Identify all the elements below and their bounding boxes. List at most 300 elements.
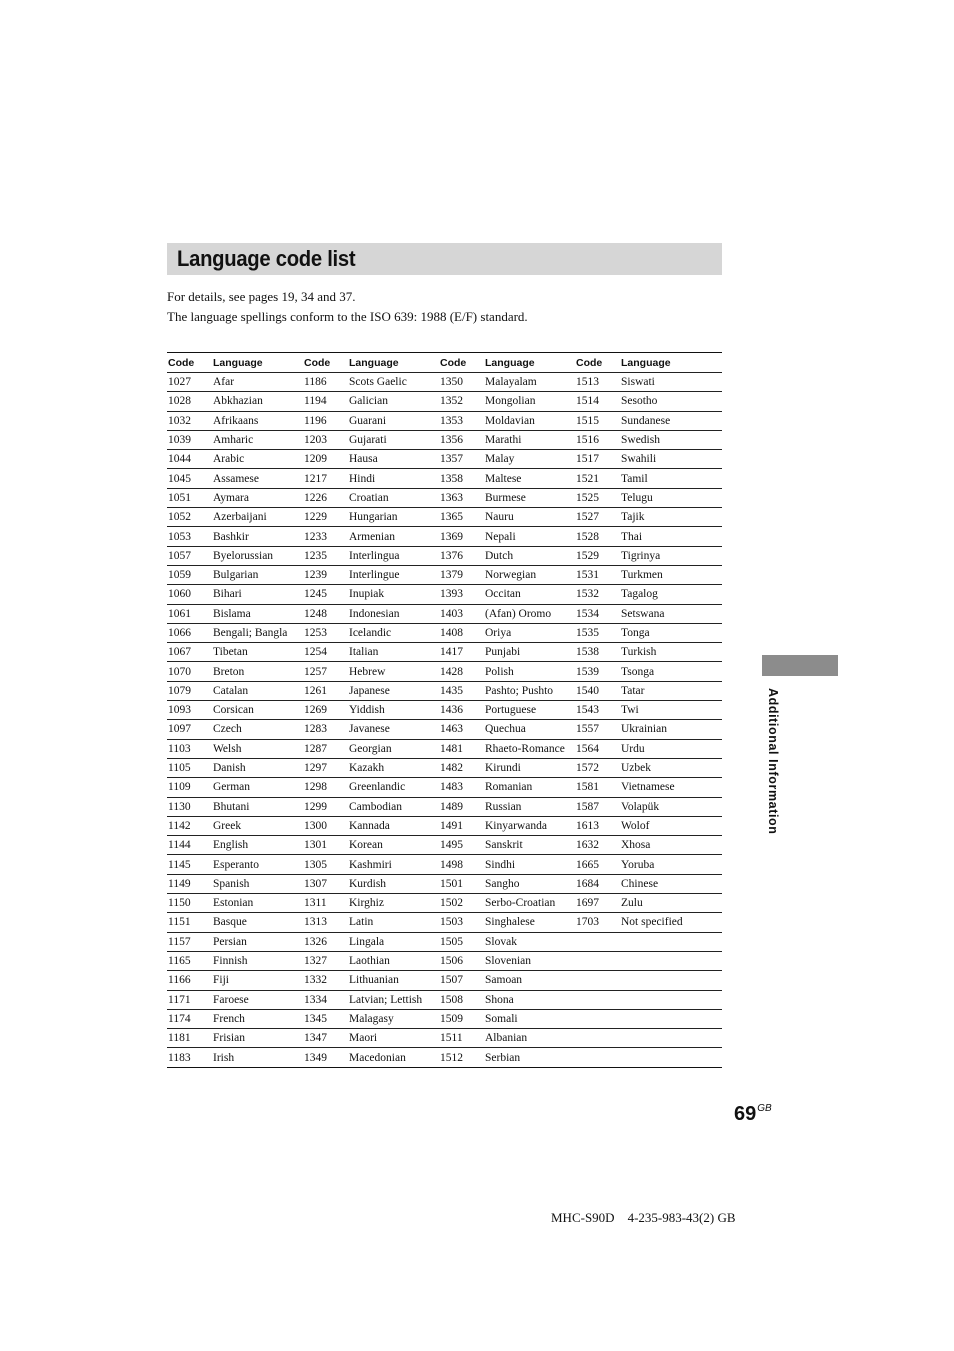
language-cell: Bihari (213, 588, 242, 601)
code-cell: 1506 (440, 955, 463, 968)
language-cell: Nepali (485, 530, 516, 543)
code-cell: 1365 (440, 511, 463, 524)
language-cell: Breton (213, 665, 245, 678)
language-cell (620, 990, 722, 1009)
code-cell: 1665 (576, 858, 599, 871)
language-cell: Somali (485, 1012, 518, 1025)
language-cell: Azerbaijani (213, 511, 267, 524)
language-cell: Faroese (213, 993, 249, 1006)
language-cell: Xhosa (621, 839, 651, 852)
language-cell: Kirghiz (349, 897, 384, 910)
language-cell: Georgian (349, 742, 392, 755)
code-cell: 1503 (440, 916, 463, 929)
language-cell: Bashkir (213, 530, 249, 543)
language-cell: Tagalog (621, 588, 658, 601)
language-cell (620, 971, 722, 990)
language-cell: Afrikaans (213, 414, 259, 427)
code-cell: 1165 (168, 955, 191, 968)
language-cell: Croatian (349, 491, 389, 504)
code-cell: 1507 (440, 974, 463, 987)
code-cell: 1174 (168, 1012, 191, 1025)
code-cell: 1376 (440, 549, 463, 562)
table-row (167, 874, 722, 893)
language-cell: Maltese (485, 472, 522, 485)
language-cell: Finnish (213, 955, 248, 968)
language-cell: Telugu (621, 491, 653, 504)
language-cell: Slovak (485, 935, 517, 948)
language-cell: Bulgarian (213, 569, 259, 582)
language-cell: Turkish (621, 646, 657, 659)
language-cell: Bhutani (213, 800, 250, 813)
language-cell: Polish (485, 665, 514, 678)
language-cell: Abkhazian (213, 395, 263, 408)
language-cell: Irish (213, 1051, 235, 1064)
code-cell: 1059 (168, 569, 191, 582)
language-cell (620, 1048, 722, 1067)
code-cell: 1166 (168, 974, 191, 987)
code-cell: 1345 (304, 1012, 327, 1025)
language-cell: Malay (485, 453, 515, 466)
table-body (167, 373, 722, 1068)
language-cell: Hebrew (349, 665, 386, 678)
code-cell: 1028 (168, 395, 191, 408)
code-cell: 1531 (576, 569, 599, 582)
code-cell: 1269 (304, 704, 327, 717)
language-cell: Greenlandic (349, 781, 406, 794)
language-cell: Pashto; Pushto (485, 684, 554, 697)
code-cell (575, 1029, 620, 1048)
language-cell: Oriya (485, 627, 512, 639)
code-cell: 1326 (304, 935, 327, 948)
language-cell: Greek (213, 819, 242, 832)
code-cell: 1051 (168, 491, 191, 504)
code-cell: 1044 (168, 453, 191, 466)
language-cell: Sangho (485, 877, 520, 890)
language-cell: Mongolian (485, 395, 536, 408)
code-cell: 1538 (576, 646, 599, 659)
language-cell: Twi (621, 704, 639, 717)
code-cell: 1587 (576, 800, 599, 813)
code-cell: 1067 (168, 646, 191, 659)
language-cell: Punjabi (485, 646, 521, 659)
language-cell: Dutch (485, 549, 514, 562)
language-cell: Ukrainian (621, 723, 667, 736)
language-cell: Inupiak (349, 588, 385, 601)
code-cell: 1245 (304, 588, 327, 601)
language-cell: Latin (349, 916, 374, 929)
language-cell: Thai (621, 530, 643, 543)
section-tab (762, 655, 838, 676)
code-cell: 1350 (440, 376, 463, 389)
code-cell: 1632 (576, 839, 599, 852)
table-row (167, 1048, 722, 1067)
column-header-code: Code (440, 356, 467, 369)
language-cell (620, 1029, 722, 1048)
language-cell: Yoruba (621, 858, 655, 871)
language-cell: Hausa (349, 453, 378, 466)
language-cell: Korean (349, 839, 383, 852)
language-cell: Persian (213, 935, 247, 948)
language-cell: Aymara (213, 491, 249, 504)
code-cell: 1327 (304, 955, 327, 968)
language-cell: English (213, 839, 249, 852)
code-cell: 1349 (304, 1051, 327, 1064)
language-cell: Kannada (349, 819, 390, 832)
code-cell (575, 971, 620, 990)
language-cell: Vietnamese (621, 781, 675, 794)
code-cell: 1501 (440, 877, 463, 890)
footer-model-code: MHC-S90D 4-235-983-43(2) GB (551, 1210, 736, 1225)
code-cell: 1508 (440, 993, 463, 1006)
column-header-language: Language (349, 356, 399, 369)
code-cell: 1332 (304, 974, 327, 987)
table-row (167, 392, 722, 411)
code-cell: 1299 (304, 800, 327, 813)
code-cell: 1066 (168, 627, 191, 639)
code-cell: 1105 (168, 762, 191, 775)
language-cell: Tajik (621, 511, 645, 524)
code-cell: 1521 (576, 472, 599, 485)
language-cell: Spanish (213, 877, 250, 890)
code-cell: 1334 (304, 993, 327, 1006)
code-cell: 1097 (168, 723, 191, 736)
code-cell: 1581 (576, 781, 599, 794)
page-number-suffix: GB (757, 1103, 772, 1114)
code-cell: 1039 (168, 434, 191, 447)
language-cell: Shona (485, 993, 514, 1006)
code-cell: 1171 (168, 993, 191, 1006)
language-cell: Zulu (621, 897, 643, 910)
language-cell: German (213, 781, 251, 794)
section-label-text: Additional Information (766, 688, 780, 835)
language-cell: Chinese (621, 877, 659, 890)
language-cell: Yiddish (349, 704, 385, 717)
column-header-language: Language (213, 356, 263, 369)
language-cell: Setswana (621, 607, 665, 620)
language-cell: Tsonga (621, 665, 655, 678)
language-cell: Afar (213, 376, 235, 389)
code-cell: 1379 (440, 569, 463, 582)
table-row (167, 411, 722, 430)
code-cell: 1528 (576, 530, 599, 543)
code-cell: 1489 (440, 800, 463, 813)
table-row (167, 469, 722, 488)
language-cell: Indonesian (349, 607, 400, 620)
code-cell: 1045 (168, 472, 191, 485)
code-cell: 1186 (304, 376, 327, 389)
code-cell: 1145 (168, 858, 191, 871)
language-cell: Czech (213, 723, 242, 736)
table-row (167, 932, 722, 951)
code-cell: 1307 (304, 877, 327, 890)
language-cell: Sindhi (485, 858, 516, 871)
code-cell (575, 1009, 620, 1028)
code-cell: 1358 (440, 472, 463, 485)
column-header-code: Code (576, 356, 603, 369)
language-cell: Lingala (349, 935, 385, 948)
code-cell: 1517 (576, 453, 599, 466)
code-cell: 1257 (304, 665, 327, 678)
code-cell: 1491 (440, 819, 463, 832)
language-cell: Hindi (349, 472, 376, 485)
table-row (167, 604, 722, 623)
language-cell: Sundanese (621, 414, 671, 427)
code-cell: 1482 (440, 762, 463, 775)
language-cell: Cambodian (349, 800, 403, 813)
language-cell: Marathi (485, 434, 522, 447)
language-cell: Wolof (621, 819, 650, 832)
code-cell: 1529 (576, 549, 599, 562)
code-cell: 1181 (168, 1032, 191, 1045)
table-row (167, 778, 722, 797)
table-row (167, 971, 722, 990)
table-row (167, 450, 722, 469)
column-header-language: Language (621, 356, 671, 369)
code-cell: 1514 (576, 395, 599, 408)
code-cell: 1196 (304, 414, 327, 427)
language-cell: Frisian (213, 1032, 245, 1045)
language-cell: Swedish (621, 434, 660, 447)
code-cell: 1509 (440, 1012, 463, 1025)
language-cell: Arabic (213, 453, 245, 466)
language-cell: Fiji (213, 974, 229, 987)
language-cell: Icelandic (349, 627, 392, 639)
code-cell: 1357 (440, 453, 463, 466)
code-cell: 1511 (440, 1032, 463, 1045)
language-cell: Kinyarwanda (485, 819, 547, 832)
language-cell: Basque (213, 916, 247, 929)
code-cell: 1684 (576, 877, 599, 890)
code-cell: 1144 (168, 839, 191, 852)
header-row (167, 353, 722, 373)
code-cell: 1513 (576, 376, 599, 389)
language-cell: Moldavian (485, 414, 535, 427)
language-cell: Slovenian (485, 955, 531, 968)
intro-text (167, 287, 528, 327)
code-cell: 1428 (440, 665, 463, 678)
code-cell: 1435 (440, 684, 463, 697)
language-cell: Romanian (485, 781, 533, 794)
code-cell: 1408 (440, 627, 463, 639)
code-cell: 1403 (440, 607, 463, 620)
language-cell: Bengali; Bangla (213, 627, 288, 639)
code-cell: 1079 (168, 684, 191, 697)
code-cell: 1369 (440, 530, 463, 543)
table-row (167, 585, 722, 604)
code-cell: 1053 (168, 530, 191, 543)
table-row (167, 1029, 722, 1048)
language-cell: Interlingua (349, 549, 400, 562)
table-row (167, 855, 722, 874)
code-cell: 1229 (304, 511, 327, 524)
language-cell (620, 932, 722, 951)
code-cell: 1543 (576, 704, 599, 717)
section-label (766, 688, 784, 868)
code-cell: 1353 (440, 414, 463, 427)
language-cell: Assamese (213, 472, 259, 485)
table-row (167, 894, 722, 913)
language-cell: Sesotho (621, 395, 658, 408)
code-cell: 1253 (304, 627, 327, 639)
code-cell: 1417 (440, 646, 463, 659)
language-cell: Singhalese (485, 916, 535, 929)
code-cell: 1052 (168, 511, 191, 524)
column-header-code: Code (168, 356, 195, 369)
column-header-code: Code (304, 356, 331, 369)
language-cell: Portuguese (485, 704, 537, 717)
language-cell: Volapük (621, 800, 660, 813)
language-cell: Interlingue (349, 569, 400, 582)
language-cell: Siswati (621, 376, 655, 389)
code-cell: 1572 (576, 762, 599, 775)
code-cell: 1539 (576, 665, 599, 678)
table-row (167, 527, 722, 546)
code-cell: 1564 (576, 742, 599, 755)
language-cell (620, 951, 722, 970)
code-cell: 1057 (168, 549, 191, 562)
intro-line-1: For details, see pages 19, 34 and 37. (167, 289, 356, 304)
page-number-value: 69 (734, 1103, 757, 1125)
code-cell: 1261 (304, 684, 327, 697)
code-cell: 1557 (576, 723, 599, 736)
code-cell: 1254 (304, 646, 327, 659)
code-cell: 1483 (440, 781, 463, 794)
code-cell: 1703 (576, 916, 599, 929)
code-cell: 1527 (576, 511, 599, 524)
language-cell: Kazakh (349, 762, 385, 775)
language-cell: Welsh (213, 742, 242, 755)
code-cell: 1103 (168, 742, 191, 755)
code-cell: 1356 (440, 434, 463, 447)
code-cell: 1209 (304, 453, 327, 466)
table-row (167, 701, 722, 720)
code-cell: 1283 (304, 723, 327, 736)
code-cell (575, 932, 620, 951)
table-row (167, 739, 722, 758)
table-row (167, 836, 722, 855)
code-cell: 1535 (576, 627, 599, 639)
code-cell: 1498 (440, 858, 463, 871)
language-cell: Kirundi (485, 762, 521, 775)
language-cell: Samoan (485, 974, 523, 987)
language-cell: Tibetan (213, 646, 248, 659)
language-cell: Uzbek (621, 762, 652, 775)
table-row (167, 990, 722, 1009)
language-cell: French (213, 1012, 245, 1025)
language-cell: Serbo-Croatian (485, 897, 556, 910)
language-cell: Malayalam (485, 376, 537, 389)
code-cell (575, 990, 620, 1009)
table-row (167, 913, 722, 932)
code-cell: 1300 (304, 819, 327, 832)
code-cell: 1061 (168, 607, 191, 620)
code-cell: 1502 (440, 897, 463, 910)
language-cell: Quechua (485, 723, 526, 736)
code-cell (575, 951, 620, 970)
code-cell: 1481 (440, 742, 463, 755)
table-row (167, 488, 722, 507)
code-cell: 1151 (168, 916, 191, 929)
table-header (167, 353, 722, 373)
table-row (167, 430, 722, 449)
table-row (167, 643, 722, 662)
language-cell: Sanskrit (485, 839, 523, 852)
language-cell: Galician (349, 395, 388, 408)
language-cell: Byelorussian (213, 549, 274, 562)
code-cell: 1203 (304, 434, 327, 447)
code-cell: 1149 (168, 877, 191, 890)
table-row (167, 508, 722, 527)
table-row (167, 951, 722, 970)
table-row (167, 816, 722, 835)
language-cell: Malagasy (349, 1012, 394, 1025)
code-cell: 1142 (168, 819, 191, 832)
language-cell: Tigrinya (621, 549, 661, 562)
code-cell: 1525 (576, 491, 599, 504)
title-bar (167, 243, 722, 275)
language-cell: Russian (485, 800, 522, 813)
language-cell: Occitan (485, 588, 521, 601)
language-cell: Japanese (349, 684, 390, 697)
language-cell: Scots Gaelic (349, 376, 407, 389)
code-cell: 1235 (304, 549, 327, 562)
language-cell: Latvian; Lettish (349, 993, 423, 1006)
code-cell: 1532 (576, 588, 599, 601)
code-cell: 1363 (440, 491, 463, 504)
code-cell: 1311 (304, 897, 327, 910)
table-row (167, 681, 722, 700)
language-cell: Albanian (485, 1032, 528, 1045)
code-cell: 1297 (304, 762, 327, 775)
language-cell: Burmese (485, 491, 526, 504)
code-cell: 1352 (440, 395, 463, 408)
intro-line-2: The language spellings conform to the ISO 639: 1988 (E/F) standard. (167, 309, 528, 324)
language-cell: Serbian (485, 1051, 521, 1064)
code-cell: 1305 (304, 858, 327, 871)
language-cell: Maori (349, 1032, 378, 1045)
table-row (167, 720, 722, 739)
code-cell: 1298 (304, 781, 327, 794)
language-cell: Rhaeto-Romance (485, 742, 565, 755)
table-row (167, 623, 722, 642)
language-cell: (Afan) Oromo (485, 607, 552, 620)
page-title: Language code list (177, 246, 356, 271)
language-cell: Estonian (213, 897, 254, 910)
code-cell: 1301 (304, 839, 327, 852)
code-cell: 1534 (576, 607, 599, 620)
code-cell: 1697 (576, 897, 599, 910)
code-cell: 1495 (440, 839, 463, 852)
language-cell: Guarani (349, 414, 387, 427)
code-cell: 1109 (168, 781, 191, 794)
code-cell: 1515 (576, 414, 599, 427)
language-cell: Urdu (621, 742, 645, 755)
code-cell: 1093 (168, 704, 191, 717)
language-cell: Tamil (621, 472, 648, 485)
page-number (734, 1096, 772, 1127)
code-cell (575, 1048, 620, 1067)
code-cell: 1027 (168, 376, 191, 389)
code-cell: 1313 (304, 916, 327, 929)
code-cell: 1613 (576, 819, 599, 832)
language-cell: Kurdish (349, 877, 387, 890)
code-cell: 1512 (440, 1051, 463, 1064)
language-cell: Danish (213, 762, 246, 775)
code-cell: 1226 (304, 491, 327, 504)
language-cell: Italian (349, 646, 379, 659)
language-cell: Swahili (621, 453, 657, 466)
code-cell: 1287 (304, 742, 327, 755)
